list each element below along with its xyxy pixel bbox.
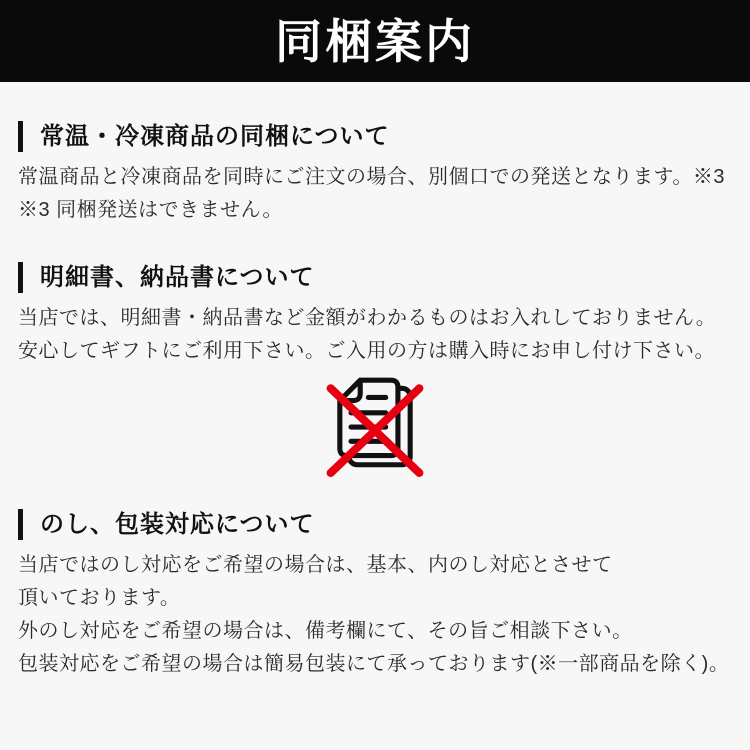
body-line: 安心してギフトにご利用下さい。ご入用の方は購入時にお申し付け下さい。	[18, 340, 715, 362]
section-invoice-statement	[18, 262, 732, 478]
section-room-frozen-bundling	[18, 121, 732, 227]
section-heading-invoice	[18, 262, 732, 293]
body-line: 外のし対応をご希望の場合は、備考欄にて、その旨ご相談下さい。	[18, 620, 633, 642]
no-invoice-icon	[18, 372, 732, 478]
section-body	[18, 161, 732, 227]
body-line: 当店では、明細書・納品書など金額がわかるものはお入れしておりません。	[18, 307, 717, 329]
section-body	[18, 549, 732, 681]
body-line: 常温商品と冷凍商品を同時にご注文の場合、別個口での発送となります。※3	[18, 166, 726, 188]
page-header	[0, 0, 750, 82]
section-noshi-wrapping	[18, 509, 732, 681]
body-line: 当店ではのし対応をご希望の場合は、基本、内のし対応とさせて	[18, 554, 613, 576]
body-line: ※3 同梱発送はできません。	[18, 199, 283, 221]
section-heading-room-frozen	[18, 121, 732, 152]
page-title: 同梱案内	[275, 14, 475, 68]
section-heading-label: のし、包装対応について	[40, 511, 315, 538]
body-line: 包装対応をご希望の場合は簡易包装にて承っております(※一部商品を除く)。	[18, 653, 730, 675]
section-body	[18, 302, 732, 368]
content	[0, 121, 750, 681]
section-heading-noshi	[18, 509, 732, 540]
section-heading-label: 常温・冷凍商品の同梱について	[40, 123, 390, 150]
section-heading-label: 明細書、納品書について	[40, 264, 315, 291]
body-line: 頂いております。	[18, 587, 181, 609]
